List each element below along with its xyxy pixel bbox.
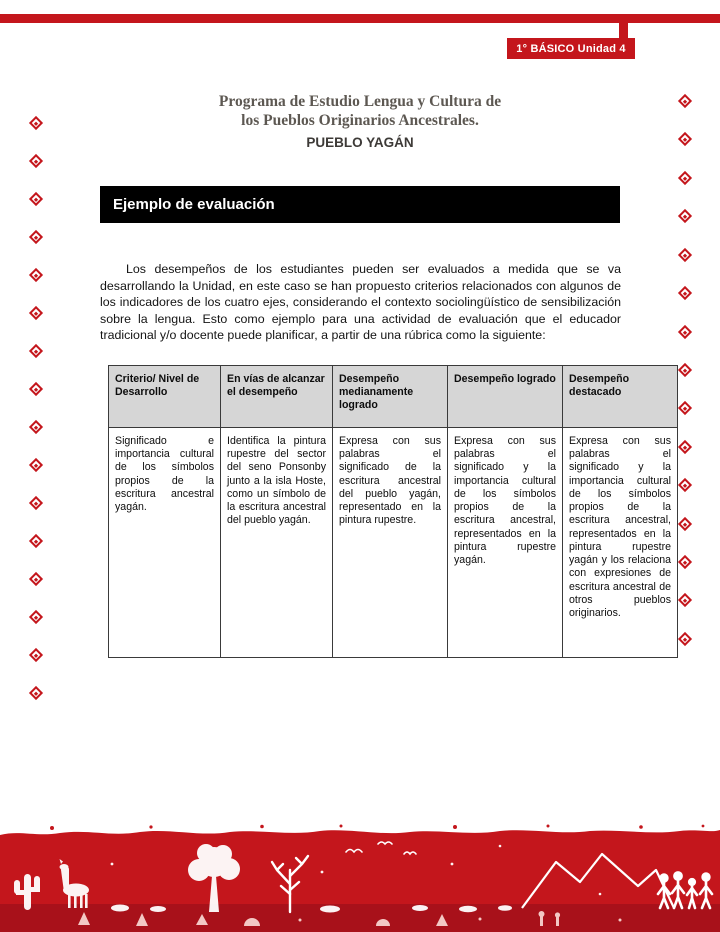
diamond-icon bbox=[29, 458, 43, 472]
footer-art bbox=[0, 824, 720, 932]
diamond-icon bbox=[29, 686, 43, 700]
diamond-icon bbox=[29, 572, 43, 586]
rubric-cell-en-vias: Identifica la pintura rupestre del sector del seno Ponsonby junto a la isla Hoste, como un símbolo de la escritura ancestral del pueblo yagán. bbox=[221, 428, 333, 658]
splatter-dots bbox=[50, 825, 704, 831]
star-dot bbox=[321, 871, 324, 874]
diamond-icon bbox=[29, 648, 43, 662]
diamond-icon bbox=[29, 268, 43, 282]
right-diamond-column bbox=[680, 96, 690, 644]
top-red-bar bbox=[0, 14, 720, 23]
diamond-icon bbox=[678, 209, 692, 223]
diamond-icon bbox=[29, 496, 43, 510]
section-banner-label: Ejemplo de evaluación bbox=[113, 196, 275, 213]
landscape-silhouette bbox=[0, 824, 720, 932]
star-dot bbox=[499, 845, 502, 848]
rubric-header-row bbox=[109, 366, 678, 428]
star-dot bbox=[451, 863, 454, 866]
rubric-header-cell: Criterio/ Nivel de Desarrollo bbox=[109, 366, 221, 428]
rubric-header-cell: Desempeño logrado bbox=[448, 366, 563, 428]
bush-icon bbox=[459, 906, 477, 912]
diamond-icon bbox=[678, 517, 692, 531]
rubric-data-row bbox=[109, 428, 678, 658]
section-banner bbox=[100, 186, 620, 223]
diamond-icon bbox=[29, 154, 43, 168]
diamond-icon bbox=[29, 534, 43, 548]
diamond-icon bbox=[678, 593, 692, 607]
diamond-icon bbox=[678, 632, 692, 646]
title-line-1: Programa de Estudio Lengua y Cultura de bbox=[218, 93, 502, 110]
rubric-cell-logrado: Expresa con sus palabras el significado y la importancia cultural de los símbolos propios de la escritura ancestral, representados en la pintura rupestre yagán. bbox=[448, 428, 563, 658]
diamond-icon bbox=[29, 192, 43, 206]
rubric-header-cell: Desempeño destacado bbox=[563, 366, 678, 428]
rubric-cell-destacado: Expresa con sus palabras el significado y la importancia cultural de los símbolos propios de la escritura ancestral, representados en la pintura rupestre yagán y los relaciona con expresiones de escritura ancestral de otros pueblos originarios. bbox=[563, 428, 678, 658]
diamond-icon bbox=[678, 478, 692, 492]
diamond-icon bbox=[678, 324, 692, 338]
rubric-cell-medianamente: Expresa con sus palabras el significado de la escritura ancestral del pueblo yagán, representado en la pintura rupestre. bbox=[333, 428, 448, 658]
rubric-header-cell: Desempeño medianamente logrado bbox=[333, 366, 448, 428]
rubric-table bbox=[108, 365, 678, 658]
diamond-icon bbox=[678, 171, 692, 185]
left-diamond-column bbox=[31, 118, 41, 698]
diamond-icon bbox=[678, 248, 692, 262]
diamond-icon bbox=[678, 401, 692, 415]
title-line-2: los Pueblos Originarios Ancestrales. bbox=[241, 111, 479, 129]
badge-connector-bar bbox=[619, 22, 628, 39]
diamond-icon bbox=[29, 230, 43, 244]
rubric-header-cell: En vías de alcanzar el desempeño bbox=[221, 366, 333, 428]
diamond-icon bbox=[678, 363, 692, 377]
diamond-icon bbox=[678, 286, 692, 300]
diamond-icon bbox=[678, 555, 692, 569]
diamond-icon bbox=[29, 610, 43, 624]
dark-bottom-strip bbox=[0, 904, 720, 932]
bush-icon bbox=[412, 905, 428, 911]
intro-paragraph: Los desempeños de los estudiantes pueden ser evaluados a medida que se va desarrollando la Unidad, en este caso se han propuesto criterios relacionados con algunos de los indicadores de los cuatro ejes, considerando el contexto sociolingüístico de sensibilización sobre la lengua. Esto como ejemplo para una actividad de evaluación que el educador tradicional y/o docente puede planificar, a partir de una rúbrica como la siguiente: bbox=[100, 262, 621, 343]
rubric-cell-criterio: Significado e importancia cultural de los símbolos propios de la escritura ancestral yagán. bbox=[109, 428, 221, 658]
diamond-icon bbox=[29, 306, 43, 320]
star-dot bbox=[599, 893, 602, 896]
diamond-icon bbox=[678, 440, 692, 454]
title-line-3: PUEBLO YAGÁN bbox=[306, 134, 414, 150]
diamond-icon bbox=[29, 382, 43, 396]
bush-icon bbox=[498, 905, 512, 911]
bush-icon bbox=[320, 906, 340, 913]
diamond-icon bbox=[29, 344, 43, 358]
star-dot bbox=[111, 863, 114, 866]
bush-icon bbox=[150, 906, 166, 912]
document-title bbox=[0, 93, 720, 150]
unit-badge: 1° BÁSICO Unidad 4 bbox=[507, 38, 635, 59]
diamond-icon bbox=[29, 420, 43, 434]
bush-icon bbox=[111, 905, 129, 912]
